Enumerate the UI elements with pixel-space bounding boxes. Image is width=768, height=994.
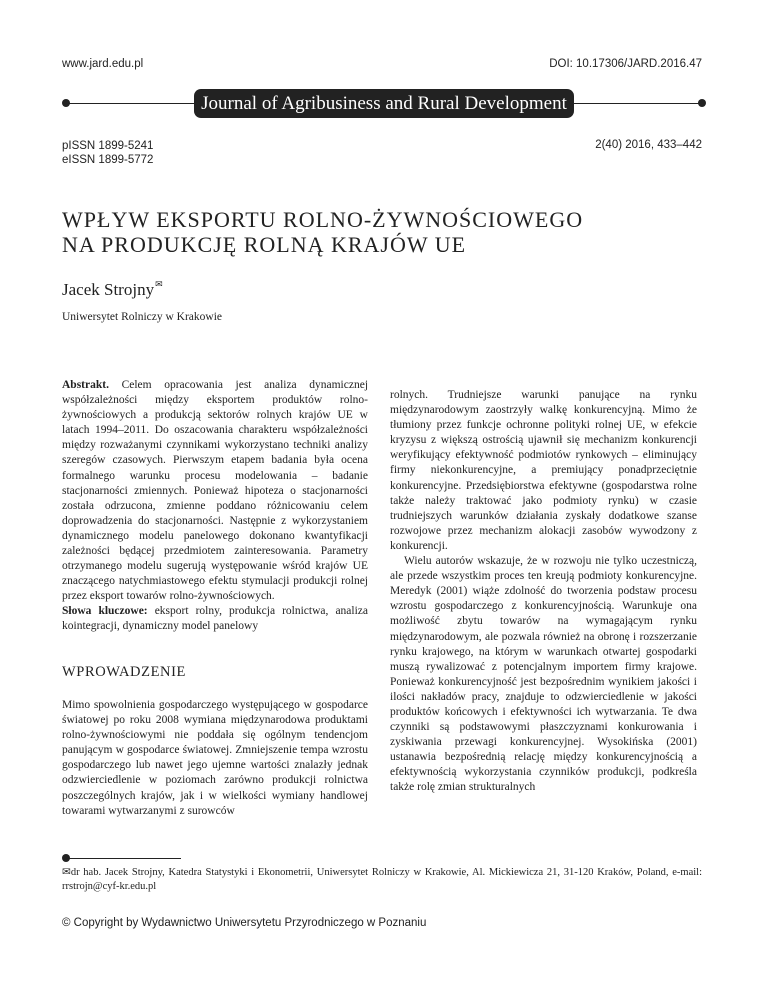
article-title	[62, 207, 622, 257]
eissn: eISSN 1899-5772	[62, 154, 154, 166]
pissn: pISSN 1899-5241	[62, 140, 154, 152]
affiliation: Uniwersytet Rolniczy w Krakowie	[62, 311, 223, 323]
author-name: Jacek Strojny	[62, 280, 155, 299]
doi[interactable]: DOI: 10.17306/JARD.2016.47	[549, 58, 702, 70]
footnote-envelope-icon: ✉	[62, 867, 71, 878]
article-title-line-2: NA PRODUKCJĘ ROLNĄ KRAJÓW UE	[62, 232, 467, 257]
intro-paragraph	[62, 698, 368, 819]
keywords-label: Słowa kluczowe:	[62, 605, 148, 617]
keywords-text: eksport rolny, produkcja rolnictwa, analiza kointegracji, dynamiczny model panelowy	[62, 605, 369, 633]
footnote-rule	[66, 858, 181, 859]
abstract-label: Abstrakt.	[62, 379, 109, 391]
abstract	[62, 378, 368, 604]
footnote	[62, 866, 702, 894]
header-rule-dot-right	[698, 99, 706, 107]
header-rule-dot-left	[62, 99, 70, 107]
copyright: © Copyright by Wydawnictwo Uniwersytetu Przyrodniczego w Poznaniu	[62, 917, 427, 929]
right-paragraph-2: Wielu autorów wskazuje, że w rozwoju nie tylko uczestniczą, ale przede wszystkim proces ten kreują podmioty konkurencyjne. Meredyk (2001) wiąże zdolność do tworzenia podstaw procesu wzrostu gospodarczego z konkurencyjnością. Warunkuje ona możliwość zbytu towarów na wymagającym rynku międzynarodowym, ale pozwala również na obronę i rozszerzanie rynku krajowego, na którym w warunkach otwartej gospodarki muszą rywalizować z potencjalnym importem firmy krajowe. Ponieważ konkurencyjność jest bezpośrednim wynikiem jakości i ilości nakładów pracy, znajduje to odzwierciedlenie w jakości produktów końcowych i efektywności ich wytwarzania. Te dwa czynniki są podstawowymi płaszczyznami konkurowania i zyskiwania przewagi konkurencyjnej. Wysokińska (2001) ustanawia bezpośrednią relację między konkurencyjnością a efektywnością wykorzystania czynników produkcji, podkreśla także rolę zmian strukturalnych	[390, 555, 697, 794]
abstract-text: Celem opracowania jest analiza dynamicznej współzależności między eksportem produktów rolno-żywnościowych a produkcją sektorów rolnych krajów UE w latach 1994–2011. Do oszacowania charakteru współzależności między rozważanymi czynnikami wykorzystano techniki analizy szeregów czasowych. Pierwszym etapem badania była ocena formalnego warunku procesu modelowania – badanie stacjonarności zmiennych. Ponieważ hipoteza o stacjonarności została odrzucona, zmienne poddano różnicowaniu celem doprowadzenia do stacjonarności. Następnie z wykorzystaniem dynamicznego modelu panelowego dokonano kwantyfikacji zależności będącej przedmiotem zainteresowania. Parametry otrzymanego modelu sugerują występowanie wśród krajów UE znaczącego natychmiastowego efektu stymulacji produkcji rolnej przez eksport towarów rolno-żywnościowych.	[62, 379, 369, 603]
article-title-line-1: WPŁYW EKSPORTU ROLNO-ŻYWNOŚCIOWEGO	[62, 207, 584, 232]
envelope-icon: ✉	[155, 279, 163, 289]
intro-paragraph-text: Mimo spowolnienia gospodarczego występującego w gospodarce światowej po roku 2008 wymiana międzynarodowa produktami rolno-żywnościowymi nie poddała się ogólnym tendencjom panującym w gospodarce światowej. Zmniejszenie tempa wzrostu gospodarczego lub nawet jego ujemne wartości znalazły jednak odzwierciedlenie w poziomach zarówno produkcji rolnictwa poszczególnych krajów, jak i w wielkości wymiany handlowej towarami wytwarzanymi z surowców	[62, 699, 368, 817]
issn-block	[62, 139, 153, 167]
footnote-text: dr hab. Jacek Strojny, Katedra Statystyki i Ekonometrii, Uniwersytet Rolniczy w Krakowie, Al. Mickiewicza 21, 31-120 Kraków, Poland, e-mail: rrstrojn@cyf-kr.edu.pl	[62, 867, 702, 892]
right-paragraph-1: rolnych. Trudniejsze warunki panujące na rynku międzynarodowym zaostrzyły walkę konkurencyjną. Mimo że tłumiony przez funkcje ochronne polityki rolnej UE, w efekcie kryzysu z większą ostrością ujawnił się mechanizm konkurencji weryfikujący efektywność podmiotów rynkowych – eliminujący firmy niekonkurencyjne, a premiujący ponadprzeciętnie konkurencyjne. Przedsiębiorstwa efektywne (gospodarstwa rolne także należy traktować jako podmioty rynku) w czasie trudniejszych warunków działania zyskały dodatkowe szanse rozwojowe przez mechanizm alokacji zasobów wywodzony z konkurencji.	[390, 389, 697, 552]
issue-info: 2(40) 2016, 433–442	[595, 139, 702, 151]
journal-url[interactable]: www.jard.edu.pl	[62, 58, 144, 70]
section-heading: WPROWADZENIE	[62, 664, 186, 680]
keywords	[62, 604, 368, 634]
right-column	[390, 388, 697, 796]
author	[62, 279, 163, 300]
journal-title: Journal of Agribusiness and Rural Development	[194, 89, 574, 118]
